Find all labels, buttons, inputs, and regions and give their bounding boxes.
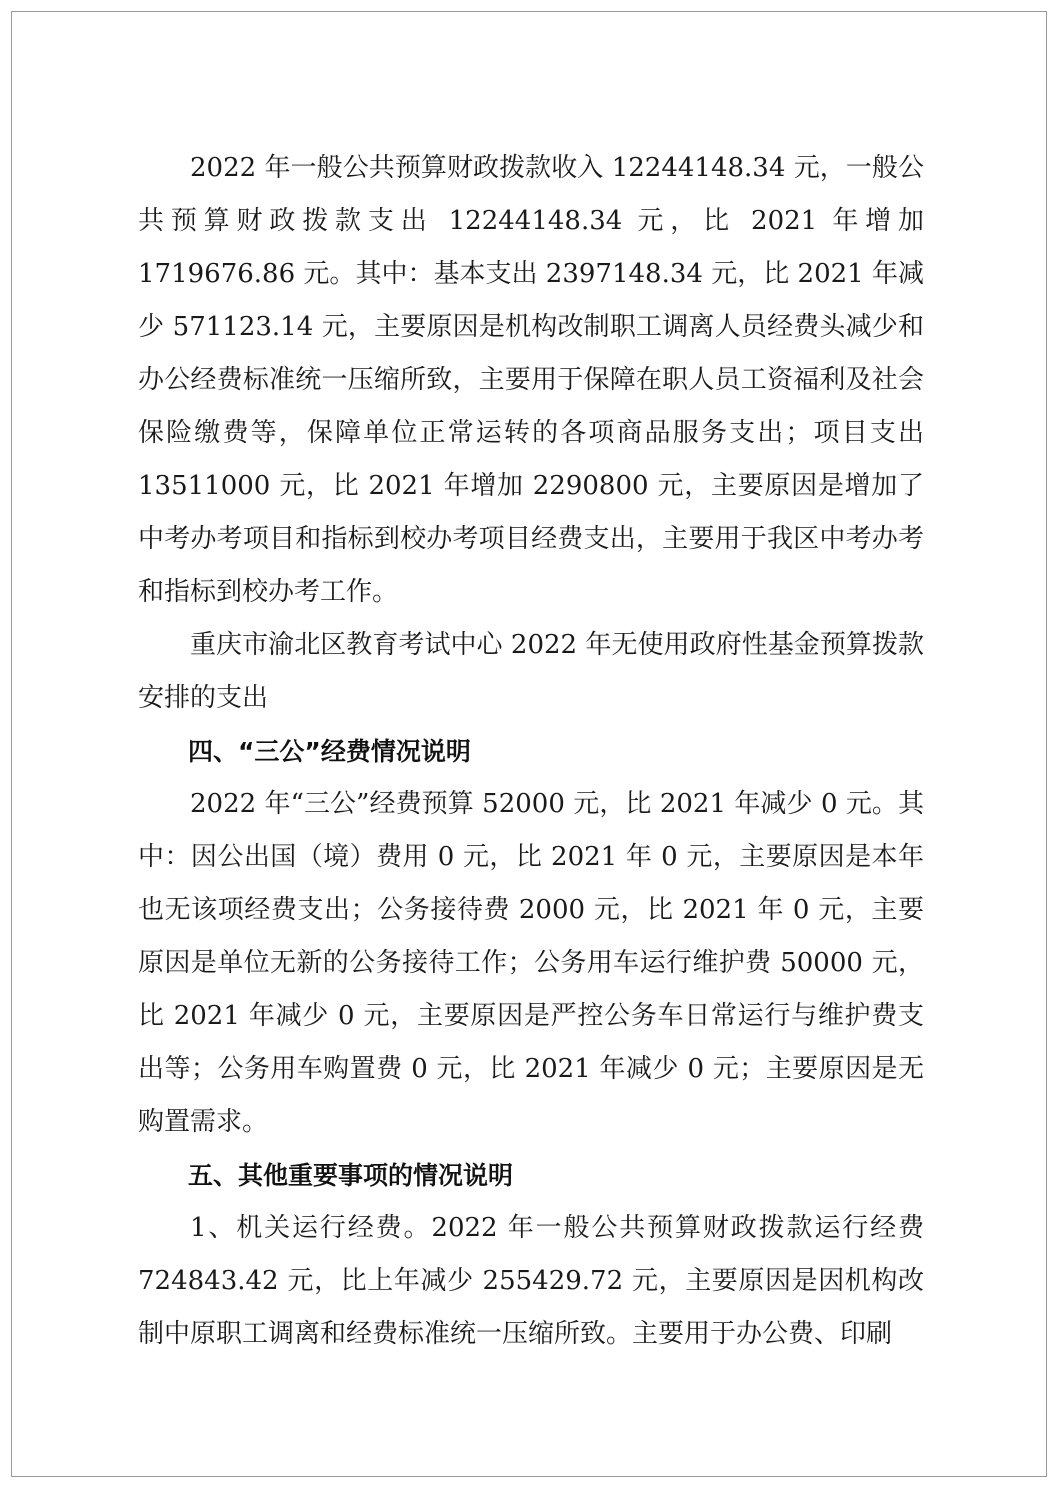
document-body [138,142,924,1361]
document-page [11,11,1047,1477]
heading-three-public-expenses: 四、“三公”经费情况说明 [188,737,471,766]
paragraph-three-public-expenses: 2022 年“三公”经费预算 52000 元，比 2021 年减少 0 元。其中：因公出国（境）费用 0 元，比 2021 年 0 元，主要原因是本年也无该项经费支出；公务接待费 2000 元，比 2021 年 0 元，主要原因是单位无新的公务接待工作；公务用车运行维护费 50000 元，比 2021 年减少 0 元，主要原因是严控公务车日常运行与维护费支出等；公务用车购置费 0 元，比 2021 年减少 0 元；主要原因是无购置需求。 [138,789,924,1137]
paragraph-government-fund: 重庆市渝北区教育考试中心 2022 年无使用政府性基金预算拨款安排的支出 [138,630,924,713]
paragraph-operating-expenses: 1、机关运行经费。2022 年一般公共预算财政拨款运行经费 724843.42 元，比上年减少 255429.72 元，主要原因是因机构改制中原职工调离和经费标准统一压缩所致。主要用于办公费、印刷 [138,1213,924,1349]
paragraph-general-budget: 2022 年一般公共预算财政拨款收入 12244148.34 元，一般公共预算财政拨款支出 12244148.34 元，比 2021 年增加 1719676.86 元。其中：基本支出 2397148.34 元，比 2021 年减少 571123.14 元，主要原因是机构改制职工调离人员经费头减少和办公经费标准统一压缩所致，主要用于保障在职人员工资福利及社会保险缴费等，保障单位正常运转的各项商品服务支出；项目支出 13511000 元，比 2021 年增加 2290800 元，主要原因是增加了中考办考项目和指标到校办考项目经费支出，主要用于我区中考办考和指标到校办考工作。 [138,153,924,607]
heading-other-matters: 五、其他重要事项的情况说明 [188,1161,514,1190]
